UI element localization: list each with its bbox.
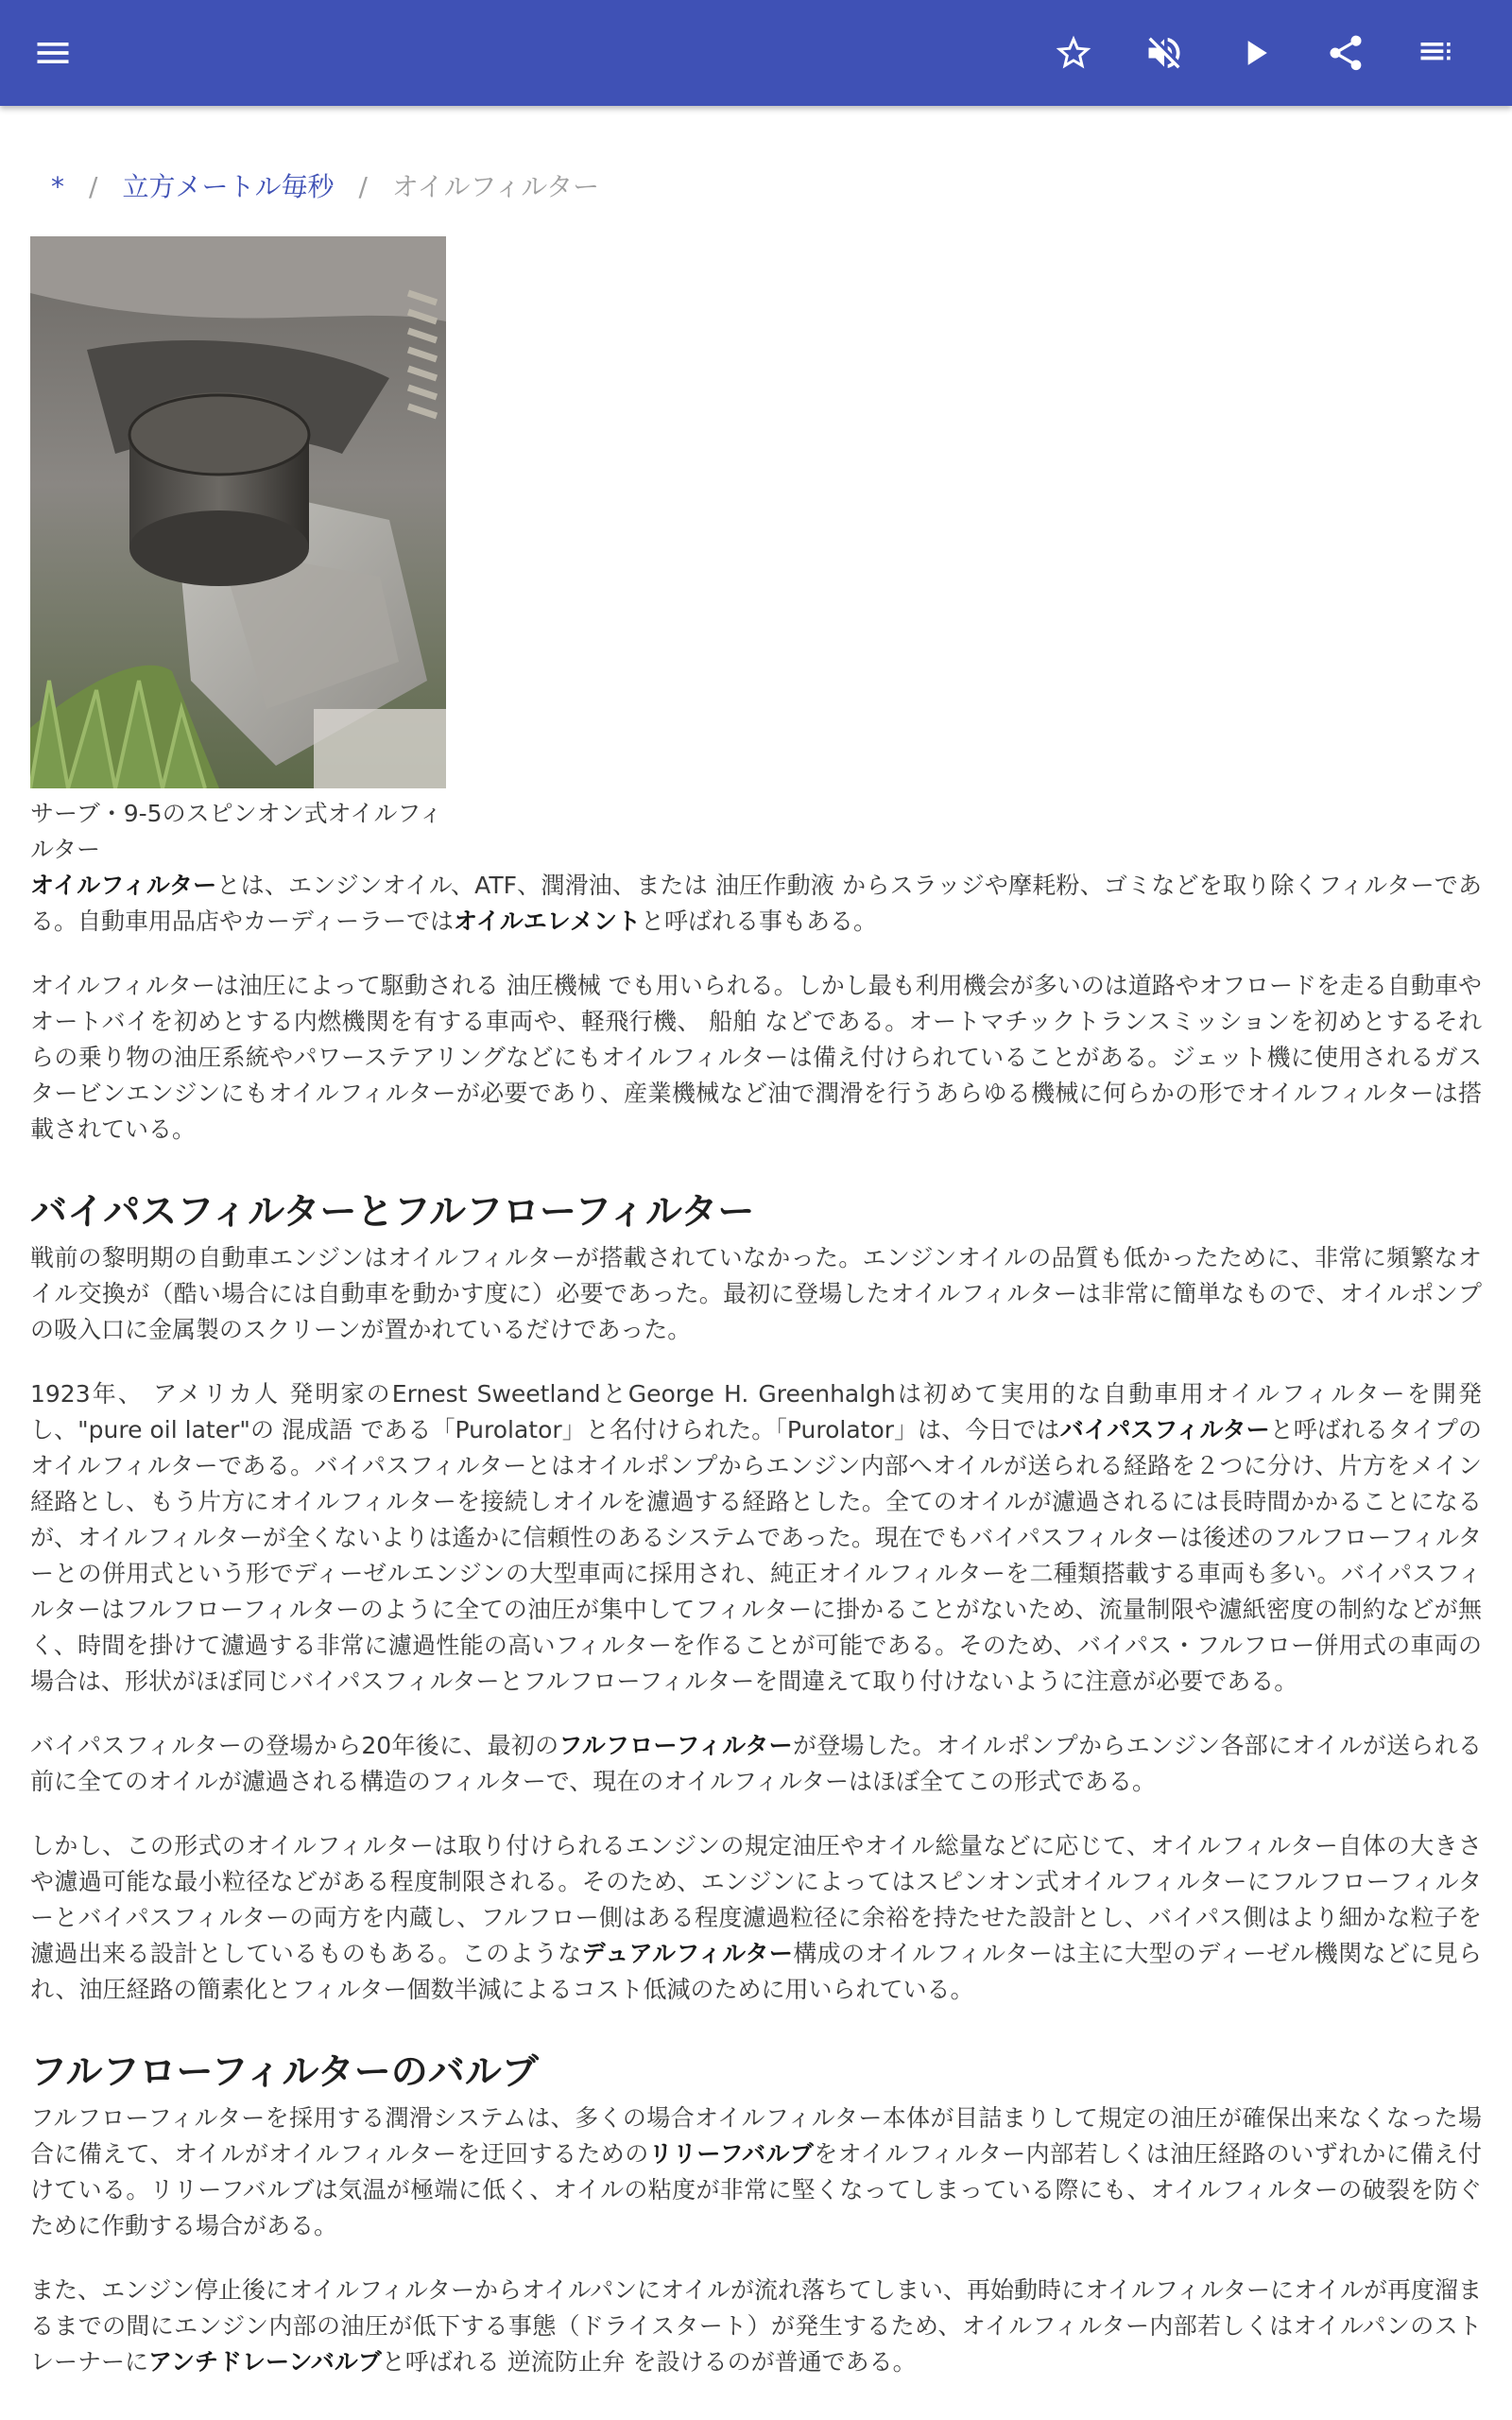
contents-button[interactable] [1402,19,1470,87]
text-run: 1923年、 アメリカ人 発明家のErnest SweetlandとGeorge H. Greenhalghは初めて実用的な自動車用オイルフィルターを開発し、"pure oil later"の 混成語 である「Purolator」と名付けられた。「Purolator」は、今日では [30,1380,1482,1443]
breadcrumb-root-link[interactable]: * [51,171,64,202]
paragraph [30,2100,1482,2244]
favorite-button[interactable] [1040,19,1108,87]
text-run: が登場した。オイルポンプからエンジン各部にオイルが送られる前に全てのオイルが濾過される構造のフィルターで、現在のオイルフィルターはほぼ全てこの形式である。 [30,1732,1482,1795]
breadcrumb-parent-link[interactable]: 立方メートル毎秒 [122,171,335,202]
paragraph: オイルフィルターは油圧によって駆動される 油圧機械 でも用いられる。しかし最も利用機会が多いのは道路やオフロードを走る自動車やオートバイを初めとする内燃機関を有する車両や、軽飛行機、 船舶 などである。オートマチックトランスミッションを初めとするそれらの乗り物の油圧系統やパワーステアリングなどにもオイルフィルターは備え付けられていることがある。ジェット機に使用されるガスタービンエンジンにもオイルフィルターが必要であり、産業機械など油で潤滑を行うあらゆる機械に何らかの形でオイルフィルターは搭載されている。 [30,972,1482,1143]
term-bold: アンチドレーンバルブ [148,2348,382,2376]
term-bold: リリーフバルブ [648,2140,815,2168]
oil-filter-photo[interactable] [30,236,446,788]
text-run: フルフローフィルターを採用する潤滑システムは、多くの場合オイルフィルター本体が目詰まりして規定の油圧が確保出来なくなった場合に備えて、オイルがオイルフィルターを迂回するための [30,2104,1482,2168]
text-run: また、エンジン停止後にオイルフィルターからオイルパンにオイルが流れ落ちてしまい、再始動時にオイルフィルターにオイルが再度溜まるまでの間にエンジン内部の油圧が低下する事態（ドライスタート）が発生するため、オイルフィルター内部若しくはオイルパンのストレーナーに [30,2276,1482,2376]
article-figure [30,236,446,868]
term-bold: デュアルフィルター [581,1940,794,1967]
text-run: 構成のオイルフィルターは主に大型のディーゼル機関などに見られ、油圧経路の簡素化とフィルター個数半減によるコスト低減のために用いられている。 [30,1940,1482,2003]
paragraph [30,1376,1482,1700]
text-run: バイパスフィルターの登場から20年後に、最初の [30,1732,559,1759]
playlist-icon [1416,32,1457,74]
article-content [30,106,1482,2409]
breadcrumb [30,168,1482,206]
play-icon [1234,32,1276,74]
section-heading: バイパスフィルターとフルフローフィルター [30,1191,755,1234]
term-bold: フルフローフィルター [558,1732,793,1759]
paragraph [30,1728,1482,1800]
figure-caption: サーブ・9-5のスピンオン式オイルフィルター [30,800,443,863]
paragraph: 戦前の黎明期の自動車エンジンはオイルフィルターが搭載されていなかった。エンジンオイルの品質も低かったために、非常に頻繁なオイル交換が（酷い場合には自動車を動かす度に）必要であった。最初に登場したオイルフィルターは非常に簡単なもので、オイルポンプの吸入口に金属製のスクリーンが置かれているだけであった。 [30,1244,1482,1343]
paragraph [30,2273,1482,2380]
intro-paragraph [30,868,1482,940]
breadcrumb-current: オイルフィルター [391,171,600,202]
breadcrumb-separator: / [358,171,368,202]
text-run: とは、エンジンオイル、ATF、潤滑油、または 油圧作動液 からスラッジや摩耗粉、ゴミなどを取り除くフィルターである。自動車用品店やカーディーラーでは [30,872,1482,935]
term-bold: オイルエレメント [454,908,642,935]
menu-button[interactable] [19,19,87,87]
mute-button[interactable] [1130,19,1198,87]
app-bar [0,0,1512,106]
volume-off-icon [1143,32,1185,74]
share-icon [1325,32,1366,74]
term-bold: オイルフィルター [30,872,217,899]
paragraph [30,1828,1482,2008]
share-button[interactable] [1312,19,1380,87]
text-run: と呼ばれる 逆流防止弁 を設けるのが普通である。 [381,2348,917,2376]
text-run: をオイルフィルター内部若しくは油圧経路のいずれかに備え付けている。リリーフバルブは気温が極端に低く、オイルの粘度が非常に堅くなってしまっている際にも、オイルフィルターの破裂を防ぐために作動する場合がある。 [30,2140,1482,2239]
menu-icon [32,32,74,74]
star-icon [1053,32,1094,74]
section-heading: フルフローフィルターのバルブ [30,2051,539,2094]
text-run: しかし、この形式のオイルフィルターは取り付けられるエンジンの規定油圧やオイル総量などに応じて、オイルフィルター自体の大きさや濾過可能な最小粒径などがある程度制限される。そのため、エンジンによってはスピンオン式オイルフィルターにフルフローフィルターとバイパスフィルターの両方を内蔵し、フルフロー側はある程度濾過粒径に余裕を持たせた設計とし、バイパス側はより細かな粒子を濾過出来る設計としているものもある。このような [30,1832,1482,1967]
breadcrumb-separator: / [89,171,98,202]
text-run: と呼ばれる事もある。 [641,908,878,935]
text-run: と呼ばれるタイプのオイルフィルターである。バイパスフィルターとはオイルポンプからエンジン内部へオイルが送られる経路を２つに分け、片方をメイン経路とし、もう片方にオイルフィルターを接続しオイルを濾過する経路とした。全てのオイルが濾過されるには長時間かかることになるが、オイルフィルターが全くないよりは遙かに信頼性のあるシステムであった。現在でもバイパスフィルターは後述のフルフローフィルターとの併用式という形でディーゼルエンジンの大型車両に採用され、純正オイルフィルターを二種類搭載する車両も多い。バイパスフィルターはフルフローフィルターのように全ての油圧が集中してフィルターに掛かることがないため、流量制限や濾紙密度の制約などが無く、時間を掛けて濾過する非常に濾過性能の高いフィルターを作ることが可能である。そのため、バイパス・フルフロー併用式の車両の場合は、形状がほぼ同じバイパスフィルターとフルフローフィルターを間違えて取り付けないように注意が必要である。 [30,1416,1482,1695]
play-button[interactable] [1221,19,1289,87]
term-bold: バイパスフィルター [1059,1416,1270,1443]
